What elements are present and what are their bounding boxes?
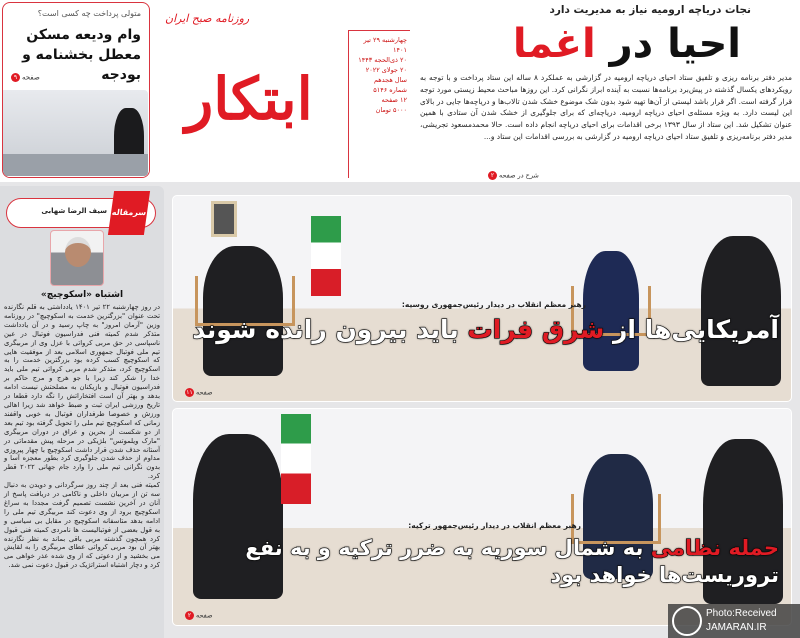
story2-page-ref: [185, 611, 213, 621]
page-count: ۱۲ صفحه: [381, 96, 407, 104]
page-label: صفحه: [196, 388, 213, 397]
editorial-body: [4, 303, 160, 570]
headline-highlight: شرق فرات: [467, 315, 605, 344]
price: ۵۰۰۰ تومان: [375, 106, 407, 114]
photo-watermark: [668, 604, 800, 638]
editorial-paragraph: در روز چهارشنبه ۲۲ تیر ۱۴۰۱ یادداشتی به قلم نگارنده تحت عنوان "بزرگترین خدمت به اسکوچیچ" در روزنامه وزین "آرمان امروز" به چاپ رسید و در آن یادداشت متذکر شدم کمیته فنی فدراسیون فوتبال در عین ناسپاسی در حق مربی کرواتی با عزل وی از مربیگری تیم ملی فوتبال جمهوری اسلامی بعد از موفقیت هایی که اسکوچیچ کسب کرده بود بزرگترین خدمت را به اسکوچیچ کرد، متذکر شدم مربی کرواتی تیم ملی باید خدا را شکر کند زیرا با جو هرج و مرج حاکم بر فدراسیون فوتبال و بازیکنان به مصلحتش نیست ادامه بدهد و بهتر آن است افتخاراتش را نگه دارد قطعا در تاریخ ورزشی ایران ثبت و ضبط خواهد شد زیرا اهالی ورزش و خصوصا طرفداران فوتبال به خوبی واقفند زمانی که اسکوچیچ تیم ملی را تحویل گرفته بود تیم بعد از دو شکست از بحرین و عراق در دوران مربیگری "مارک ویلموتس" بلژیکی در مرحله پیش مقدماتی در آستانه حذف شدن قرار داشت اسکوچیچ با چهار پیروزی مداوم از حذف شدن جلوگیری کرد بطور معجزه آسا و بدون نگرانی تیم ملی را وارد جام جهانی ۲۰۲۲ قطر کرد.: [4, 303, 160, 481]
story1-page-ref: [185, 388, 213, 398]
editorial-band: [6, 198, 156, 228]
page-label: شرح در صفحه: [499, 171, 539, 180]
author-photo: [50, 230, 104, 286]
editorial-paragraph: کمیته فنی بعد از چند روز سرگردانی و دویدن به دنبال سه تن از مربیان داخلی و ناکامی در دریافت پاسخ از آنان در آخرین نشست تصمیم گرفت مجددا به سراغ اسکوچیچ برود از وی دعوت کند مربیگری تیم ملی را ادامه بدهد متاسفانه اسکوچیچ در مقابل بی سیاسی و به قول بعضی از فوتبالیست ها نامردی کمیته فنی قبول کرد همچون گذشته مربی باقی بماند به نظر نگارنده بهتر آن بود مربی کرواتی عطای مربیگری را به لقایش می بخشید و از دعوتی که از وی شده عذر خواهی می کرد و دچار اشتباه استراتژیک در قبول دعوت نمی شد.: [4, 481, 160, 570]
page-number-badge: ۲: [488, 171, 497, 180]
iran-flag: [311, 216, 341, 296]
headline-part: باید بیرون رانده شوند: [192, 315, 468, 344]
jamaran-logo-icon: [672, 606, 702, 636]
issue-date: چهارشنبه ۲۹ تیر ۱۴۰۱: [363, 36, 407, 54]
desk: [2, 154, 148, 176]
editorial-label: سرمقاله: [108, 191, 150, 235]
editorial-author: سیف الرضا شهابی: [41, 207, 107, 215]
lead-page-ref: [488, 171, 539, 181]
lead-lede: مدیر دفتر برنامه ریزی و تلفیق ستاد احیای دریاچه ارومیه در گزارشی به عملکرد ۸ ساله این ستاد پرداخت و با توجه به رویکردهای یکسال گذشته در پیش‌برد برنامه‌ها نسبت به آینده ابراز نگرانی کرد. این روزها مباحث محیط زیستی مورد توجه قرار گرفته است. اگر قرار باشد لیستی از آن‌ها تهیه شود بدون شک موضوع خشک شدن تالاب‌ها و دریاچه‌ها جایی در بالای این لیست دارد. به ویژه مسئله‌ی احیای دریاچه ارومیه. دریاچه‌ای که برای جلوگیری از خشک شدن آن ستادی با همین عنوان تشکیل شد. این ستاد از سال ۱۳۹۳ برخی اقدامات برای احیای دریاچه انجام داده است. حالا محمدمسعود تجریشی، مدیر دفتر برنامه‌ریزی و تلفیق ستاد احیای دریاچه ارومیه در گزارشی به بررسی اقدامات این ستاد و...: [420, 73, 792, 141]
lead-story[interactable]: [420, 0, 796, 182]
page-number-badge: ۲: [185, 611, 194, 620]
teaser-title: وام ودیعه مسکن معطل بخشنامه و بودجه: [22, 27, 141, 83]
issue-number: شماره ۵۱۴۶: [373, 86, 407, 94]
story2-headline: [185, 535, 779, 589]
headline-highlight: اغما: [512, 21, 596, 67]
watermark-credit: Photo:Received: [706, 608, 777, 619]
headline-part: به شمال سوریه به ضرر ترکیه و به نفع تروریست‌ها خواهد بود: [245, 536, 779, 587]
teaser-kicker: متولی پرداخت چه کسی است؟: [37, 9, 141, 18]
iran-flag: [281, 414, 311, 504]
masthead: [155, 4, 410, 178]
page-number-badge: ۱۱: [186, 389, 193, 396]
teaser-page-ref: [11, 73, 40, 82]
editorial-column[interactable]: [0, 186, 164, 638]
newspaper-tagline: روزنامه صبح ایران: [165, 12, 250, 25]
page-label: صفحه: [22, 73, 40, 82]
lead-kicker: نجات دریاچه ارومیه نیاز به مدیریت دارد: [549, 4, 751, 16]
issue-date-hijri: ۲۰ ذی‌الحجه ۱۴۴۳: [358, 56, 407, 64]
portrait-frame: [211, 201, 237, 237]
issue-year: سال هجدهم: [373, 76, 407, 84]
newspaper-logo: ابتکار: [185, 65, 313, 133]
watermark-source: JAMARAN.IR: [706, 622, 767, 633]
headline-part: آمریکایی‌ها از: [604, 315, 779, 344]
story1-caption: رهبر معظم انقلاب در دیدار رئیس‌جمهوری روسیه:: [401, 300, 586, 309]
teaser-box-housing-loan[interactable]: [2, 2, 150, 178]
lead-headline: [513, 20, 741, 68]
page-label: صفحه: [196, 611, 213, 620]
story-photo-turkey[interactable]: [172, 408, 792, 626]
story1-headline: [185, 314, 779, 346]
issue-info: [348, 30, 410, 178]
author-face: [65, 237, 91, 267]
headline-part: احیا در: [595, 21, 741, 67]
story-photo-russia[interactable]: [172, 195, 792, 402]
editorial-headline: اشتباه «اسکوچیچ»: [40, 290, 124, 300]
story2-caption: رهبر معظم انقلاب در دیدار رئیس‌جمهور ترکیه:: [408, 521, 581, 530]
headline-highlight: حمله نظامی: [650, 536, 779, 560]
teaser-photo-office: [2, 89, 149, 177]
issue-date-gregorian: ۲۰ جولای ۲۰۲۲: [365, 66, 407, 74]
page-number-badge: ۹: [11, 73, 20, 82]
figure-president: [701, 236, 781, 386]
